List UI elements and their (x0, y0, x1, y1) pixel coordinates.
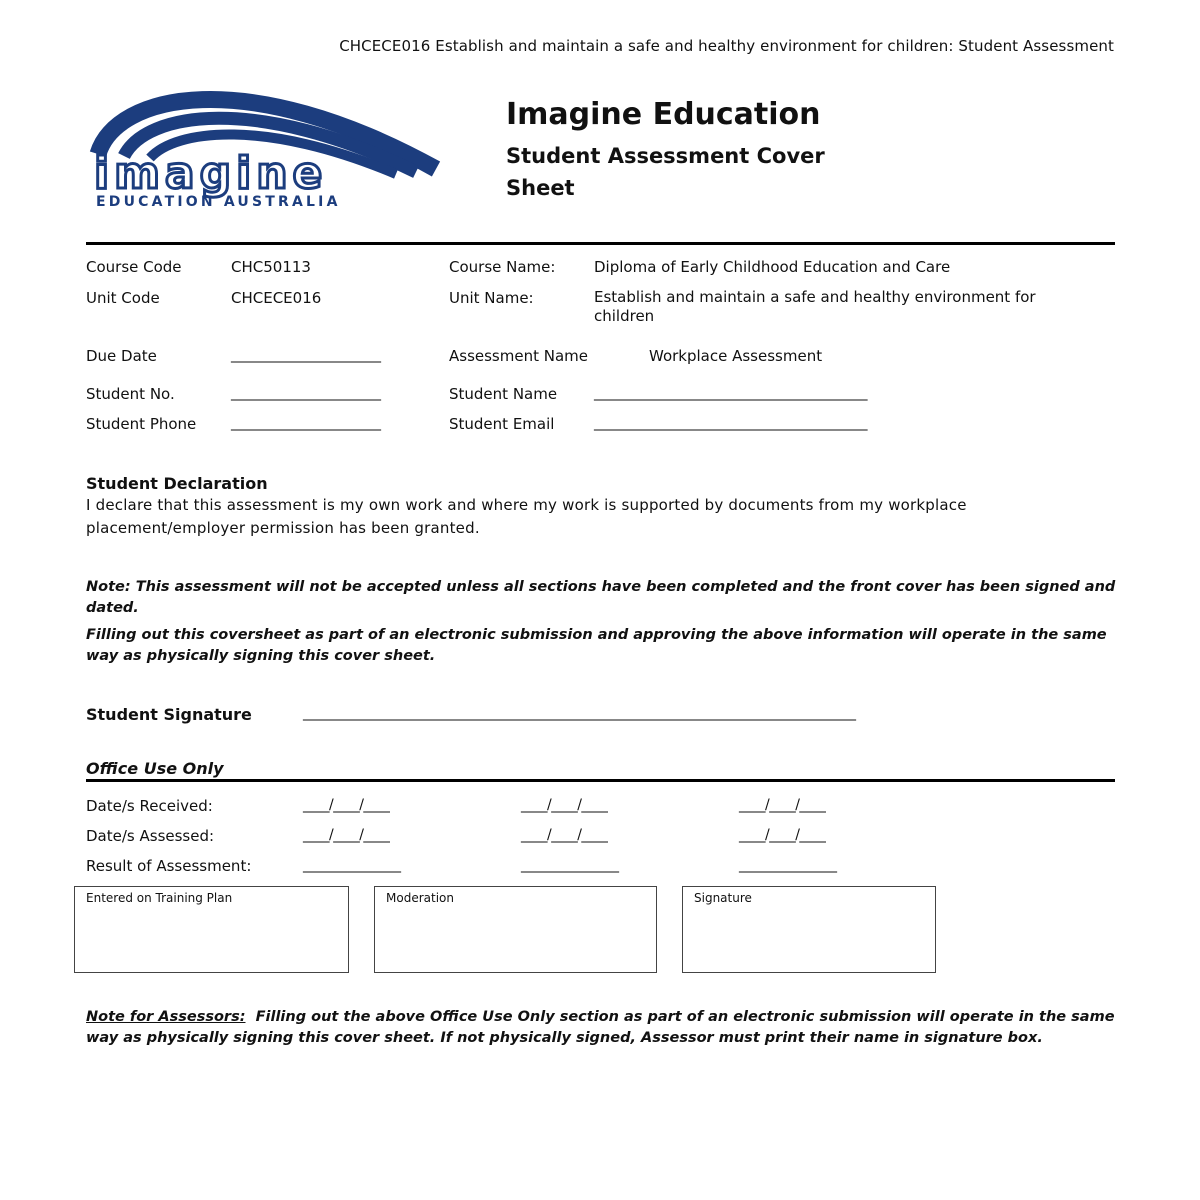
student-name-field[interactable]: __________________________________________ (594, 385, 867, 401)
moderation-box-label: Moderation (386, 891, 454, 905)
electronic-note: Filling out this coversheet as part of an electronic submission and approving the above information will operate in the same way as physically signing this cover sheet. (86, 627, 1107, 664)
cover-sheet-title: Student Assessment Cover Sheet (506, 144, 825, 200)
course-name-value: Diploma of Early Childhood Education and Care (594, 258, 951, 276)
imagine-logo (86, 74, 446, 214)
date-received-field[interactable]: ____/____/____ (521, 797, 608, 813)
office-use-heading: Office Use Only (86, 759, 224, 778)
student-email-label: Student Email (449, 415, 555, 433)
logo-word: imagine (94, 148, 328, 199)
student-no-field[interactable]: _______________________ (231, 385, 381, 401)
office-divider (86, 779, 1115, 782)
unit-name-label: Unit Name: (449, 289, 534, 307)
assessment-name-value: Workplace Assessment (649, 347, 823, 365)
assessor-note-lead: Note for Assessors: (86, 1009, 246, 1025)
result-label: Result of Assessment: (86, 857, 252, 875)
assessment-name-label: Assessment Name (449, 347, 588, 365)
logo-tagline: EDUCATION AUSTRALIA (96, 194, 341, 210)
result-field[interactable]: _______________ (739, 857, 837, 873)
course-name-label: Course Name: (449, 258, 556, 276)
unit-name-value: Establish and maintain a safe and healthy environment for children (594, 288, 1036, 325)
assessor-note-text: Filling out the above Office Use Only section as part of an electronic submission will operate in the same way as physically signing this cover sheet. If not physically signed, Assessor must print their name in signature box. (86, 1009, 1120, 1046)
date-assessed-field[interactable]: ____/____/____ (521, 827, 608, 843)
due-date-label: Due Date (86, 347, 157, 365)
date-received-field[interactable]: ____/____/____ (739, 797, 826, 813)
date-received-label: Date/s Received: (86, 797, 213, 815)
student-phone-field[interactable]: _______________________ (231, 415, 381, 431)
student-no-label: Student No. (86, 385, 175, 403)
declaration-heading: Student Declaration (86, 474, 268, 493)
student-email-field[interactable]: __________________________________________ (594, 415, 867, 431)
date-assessed-field[interactable]: ____/____/____ (739, 827, 826, 843)
submission-note: Note: This assessment will not be accepted unless all sections have been completed and the front cover has been signed and dated. (86, 579, 1116, 616)
training-plan-box[interactable] (74, 886, 349, 973)
student-signature-label: Student Signature (86, 705, 252, 724)
student-signature-line[interactable]: _____________________________________________________________________________________ (303, 705, 856, 721)
course-code-label: Course Code (86, 258, 182, 276)
due-date-field[interactable]: _______________________ (231, 347, 381, 363)
result-field[interactable]: _______________ (303, 857, 401, 873)
assessor-note (86, 1007, 1120, 1048)
unit-code-label: Unit Code (86, 289, 160, 307)
date-assessed-field[interactable]: ____/____/____ (303, 827, 390, 843)
student-name-label: Student Name (449, 385, 558, 403)
date-assessed-label: Date/s Assessed: (86, 827, 215, 845)
course-code-value: CHC50113 (231, 258, 311, 276)
unit-code-value: CHCECE016 (231, 289, 322, 307)
assessor-signature-box[interactable] (682, 886, 936, 973)
assessor-signature-box-label: Signature (694, 891, 752, 905)
moderation-box[interactable] (374, 886, 657, 973)
training-plan-box-label: Entered on Training Plan (86, 891, 233, 905)
top-divider (86, 242, 1115, 245)
result-field[interactable]: _______________ (521, 857, 619, 873)
document-header: CHCECE016 Establish and maintain a safe and healthy environment for children: Student Assessment (339, 37, 1114, 55)
org-title: Imagine Education (506, 97, 821, 132)
date-received-field[interactable]: ____/____/____ (303, 797, 390, 813)
declaration-text: I declare that this assessment is my own work and where my work is supported by documents from my workplace placement/employer permission has been granted. (86, 496, 967, 537)
student-phone-label: Student Phone (86, 415, 197, 433)
